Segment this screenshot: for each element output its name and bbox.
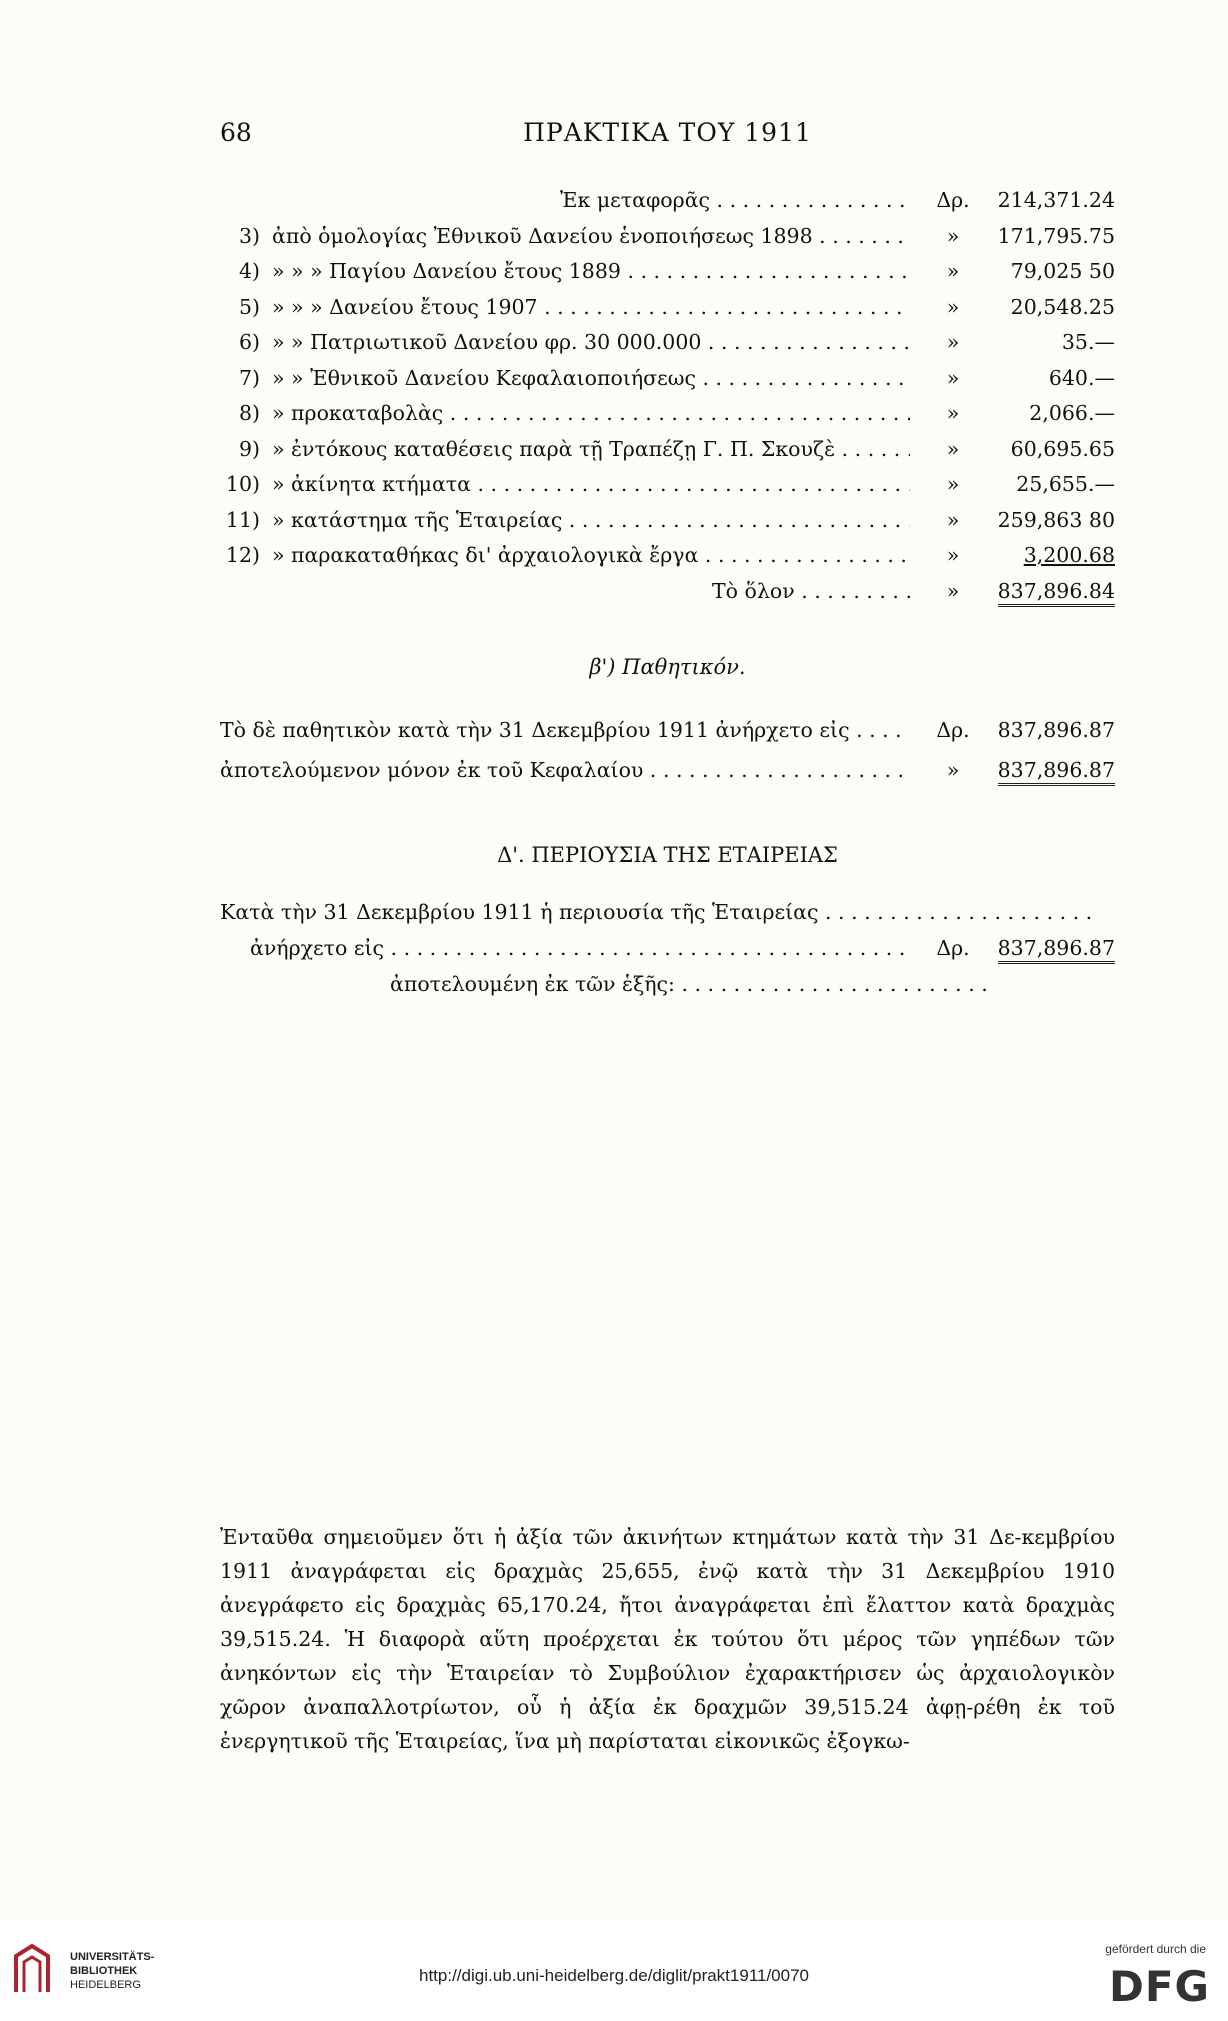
row-currency: Δρ. [936,188,970,212]
row-label: » » » Παγίου Δανείου ἔτους 1889 . . . [272,259,910,283]
table-row [220,188,1115,222]
row-currency: » [946,758,960,782]
row-number: 10) [225,472,260,496]
section-d-heading: Δ'. ΠΕΡΙΟΥΣΙΑ ΤΗΣ ΕΤΑΙΡΕΙΑΣ [497,843,838,867]
row-number: 4) [238,259,260,283]
row-currency: » [946,259,960,283]
row-label: » » » Δανείου ἔτους 1907 . . . [272,295,910,319]
row-number: 12) [225,543,260,567]
row-amount: 20,548.25 [1010,294,1115,319]
running-title: ΠΡΑΚΤΙΚΑ ΤΟΥ 1911 [523,118,812,147]
intro-line-2: ἀνήρχετο εἰς . . . [250,936,910,960]
intro-currency: Δρ. [936,936,970,960]
row-currency: » [946,472,960,496]
row-label: ἀποτελούμενον μόνον ἐκ τοῦ Κεφαλαίου . . . [220,758,910,782]
row-label: ἀπὸ ὁμολογίας Ἐθνικοῦ Δανείου ἑνοποιήσεως 1898 . . . [272,224,910,248]
row-amount: 171,795.75 [997,223,1115,248]
intro-total-row [220,936,1115,970]
row-amount: 837,896.87 [997,718,1115,742]
liabilities-heading: β') Παθητικόν. [589,655,746,679]
dfg-logo: DFG [1108,1962,1210,2011]
row-amount: 640.— [1048,365,1115,390]
row-currency: » [946,507,960,532]
row-amount: 79,025 50 [1010,259,1115,283]
row-currency: Δρ. [936,718,970,742]
source-url[interactable]: http://digi.ub.uni-heidelberg.de/diglit/prakt1911/0070 [418,1966,810,1985]
row-currency: » [946,223,960,248]
table-row [220,472,1115,506]
row-currency: » [946,436,960,461]
footer-bar [0,1920,1228,2021]
table-row [220,543,1115,577]
institution-name: UNIVERSITÄTS- BIBLIOTHEK HEIDELBERG [70,1951,155,1991]
table-row [220,579,1115,613]
row-amount: 3,200.68 [1023,543,1115,567]
row-currency: » [946,578,960,603]
table-row [220,224,1115,258]
row-currency: » [946,401,960,425]
table-row [220,295,1115,329]
row-number: 7) [238,365,260,390]
row-amount: 837,896.87 [998,758,1115,786]
row-currency: » [946,543,960,567]
row-number: 3) [238,223,260,248]
intro-amount: 837,896.87 [998,936,1115,964]
closing-paragraph: Ἐνταῦθα σημειοῦμεν ὅτι ἡ ἀξία τῶν ἀκινήτων κτημάτων κατὰ τὴν 31 Δε-κεμβρίου 1911 ἀναγράφεται εἰς δραχμὰς 25,655, ἐνῷ κατὰ τὴν 31 Δεκεμβρίου 1910 ἀνεγράφετο εἰς δραχμὰς 65,170.24, ἤτοι ἀναγράφεται ἐπὶ ἔλαττον κατὰ δραχμὰς 39,515.24. Ἡ διαφορὰ αὕτη προέρχεται ἐκ τούτου ὅτι μέρος τῶν γηπέδων τῶν ἀνηκόντων εἰς τὴν Ἑταιρείαν τὸ Συμβούλιον ἐχαρακτήρισεν ὡς ἀρχαιολογικὸν χῶρον ἀναπαλλοτρίωτον, οὗ ἡ ἀξία ἐκ δραχμῶν 39,515.24 ἀφῃ-ρέθη ἐκ τοῦ ἐνεργητικοῦ τῆς Ἑταιρείας, ἵνα μὴ παρίσταται εἰκονικῶς ἐξογκω- [220,1525,1115,1753]
page-header [220,118,1115,158]
row-label: » ἐντόκους καταθέσεις παρὰ τῇ Τραπέζῃ Γ. Π. Σκουζὲ . . . [272,437,910,461]
row-number: 6) [238,330,260,354]
row-amount: 35.— [1061,330,1115,354]
row-number: 9) [238,436,260,461]
row-number: 11) [225,507,260,532]
row-label: » ἀκίνητα κτήματα . . . [272,472,910,496]
row-number: 5) [238,294,260,319]
table-row [220,437,1115,471]
row-label: Τὸ ὅλον . . . [712,579,910,603]
row-amount: 2,066.— [1029,401,1115,425]
row-label: » προκαταβολὰς . . . [272,401,910,425]
table-row [220,330,1115,364]
row-label: » παρακαταθήκας δι' ἀρχαιολογικὰ ἔργα . . . [272,543,910,567]
row-amount: 214,371.24 [997,188,1115,212]
row-label: Τὸ δὲ παθητικὸν κατὰ τὴν 31 Δεκεμβρίου 1911 ἀνήρχετο εἰς . . . [220,718,910,742]
sponsor-text: gefördert durch die [1105,1942,1206,1956]
page-number: 68 [220,118,252,147]
table-row [220,401,1115,435]
row-amount: 25,655.— [1016,472,1115,496]
row-label: » » Πατριωτικοῦ Δανείου φρ. 30 000.000 . . . [272,330,910,354]
row-currency: » [946,365,960,390]
row-label: » κατάστημα τῆς Ἑταιρείας . . . [272,508,910,532]
table-row [220,366,1115,400]
row-number: 8) [238,401,260,425]
table-row [220,508,1115,542]
table-row [220,259,1115,293]
row-amount: 60,695.65 [1010,436,1115,461]
row-label: » » Ἐθνικοῦ Δανείου Κεφαλαιοποιήσεως . . . [272,366,910,390]
intro-line-1: Κατὰ τὴν 31 Δεκεμβρίου 1911 ἡ περιουσία τῆς Ἑταιρείας . . . [220,900,1100,924]
row-currency: » [946,330,960,354]
table-row [220,758,1115,792]
row-amount: 259,863 80 [997,507,1115,532]
intro-subline: ἀποτελουμένη ἐκ τῶν ἑξῆς: . . . [390,972,990,996]
table-row [220,718,1115,752]
row-currency: » [946,294,960,319]
row-amount: 837,896.84 [998,579,1115,607]
row-label: Ἐκ μεταφορᾶς . . . [560,188,910,212]
